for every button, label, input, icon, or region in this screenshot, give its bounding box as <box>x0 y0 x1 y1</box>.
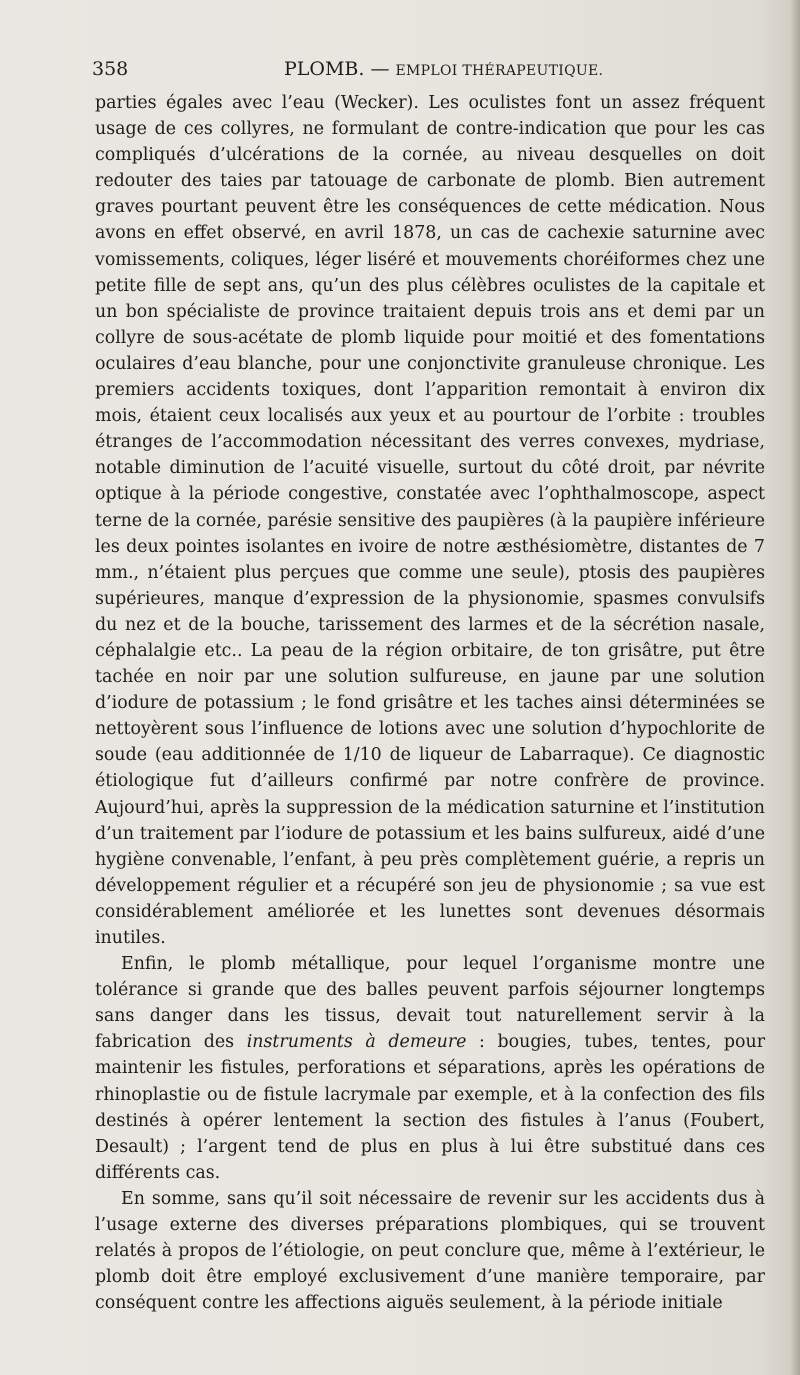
paragraph-instruments-end: : bougies, tubes, tentes, pour maintenir les fistules, perforations et séparations, après les opérations de rhinoplastie ou de fistule lacrymale par exemple, et à la confection des fils destinés à opérer lentement la section des fistules à l’anus (Foubert, Desault) ; l’argent tend de plus en plus à lui être substitué dans ces différents cas. <box>95 1032 766 1183</box>
page-edge-shadow <box>790 0 800 1375</box>
page-number: 358 <box>92 58 129 80</box>
body-text <box>95 90 765 1316</box>
title-separator: — <box>364 58 396 80</box>
paragraph-instruments <box>95 951 765 1186</box>
instruments-term: instruments à demeure <box>246 1032 467 1053</box>
paragraph-conclusion: En somme, sans qu’il soit nécessaire de revenir sur les accidents dus à l’usage externe des diverses préparations plombiques, qui se trouvent relatés à propos de l’étiologie, on peut conclure que, même à l’extérieur, le plomb doit être employé exclusivement d’une manière temporaire, par conséquent contre les affections aiguës seulement, à la période initiale <box>95 1188 765 1314</box>
page-header <box>92 58 764 86</box>
running-head <box>284 58 603 80</box>
paragraph-case-report: parties égales avec l’eau (Wecker). Les oculistes font un assez fréquent usage de ces collyres, ne formulant de contre-indication que pour les cas compliqués d’ulcérations de la cornée, au niveau desquelles on doit redouter des taies par tatouage de carbonate de plomb. Bien autrement graves pourtant peuvent être les conséquences de cette médication. Nous avons en effet observé, en avril 1878, un cas de cachexie saturnine avec vomissements, coliques, léger liséré et mouvements choréiformes chez une petite fille de sept ans, qu’un des plus célèbres oculistes de la capitale et un bon spécialiste de province traitaient depuis trois ans et demi par un collyre de sous-acétate de plomb liquide pour moitié et des fomentations oculaires d’eau blanche, pour une conjonctivite granuleuse chronique. Les premiers accidents toxiques, dont l’apparition remontait à environ dix mois, étaient ceux localisés aux yeux et au pourtour de l’orbite : troubles étranges de l’accommodation nécessitant des verres convexes, mydriase, notable diminution de l’acuité visuelle, surtout du côté droit, par névrite optique à la période congestive, constatée avec l’ophthalmoscope, aspect terne de la cornée, parésie sensitive des paupières (à la paupière inférieure les deux pointes isolantes en ivoire de notre æsthésiomètre, distantes de 7 mm., n’étaient plus perçues que comme une seule), ptosis des paupières supérieures, manque d’expression de la physionomie, spasmes convulsifs du nez et de la bouche, tarissement des larmes et de la sécrétion nasale, céphalalgie etc.. La peau de la région orbitaire, de ton grisâtre, put être tachée en noir par une solution sulfureuse, en jaune par une solution d’iodure de potassium ; le fond grisâtre et les taches ainsi déterminées se nettoyèrent sous l’influence de lotions avec une solution d’hypochlorite de soude (eau additionnée de 1/10 de liqueur de Labarraque). Ce diagnostic étiologique fut d’ailleurs confirmé par notre confrère de province. Aujourd’hui, après la suppression de la médication saturnine et l’institution d’un traitement par l’iodure de potassium et les bains sulfureux, aidé d’une hygiène convenable, l’enfant, à peu près complètement guérie, a repris un développement régulier et a récupéré son jeu de physionomie ; sa vue est considérablement améliorée et les lunettes sont devenues désormais inutiles. <box>95 93 765 948</box>
section-title: EMPLOI THÉRAPEUTIQUE. <box>395 63 604 79</box>
paragraph-instruments-start: Enfin, le plomb métallique, pour lequel l’organisme montre une tolérance si grande que des balles peuvent parfois séjourner longtemps sans danger dans les tissus, devait tout naturellement servir à la fabrication des <box>95 954 765 1053</box>
running-title: PLOMB. <box>284 58 365 80</box>
